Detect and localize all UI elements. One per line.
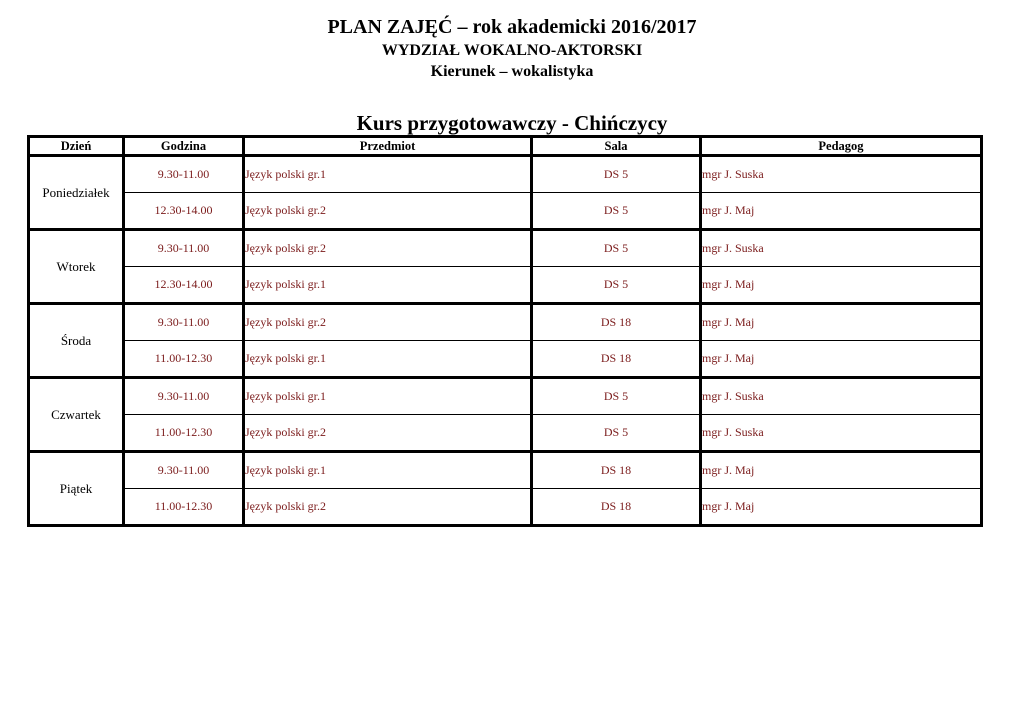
time-cell: 11.00-12.30	[124, 415, 244, 452]
subject-cell: Język polski gr.2	[244, 193, 532, 230]
column-header-time: Godzina	[124, 137, 244, 156]
teacher-cell: mgr J. Maj	[701, 267, 982, 304]
room-cell: DS 18	[532, 304, 701, 341]
column-header-subject: Przedmiot	[244, 137, 532, 156]
room-cell: DS 5	[532, 267, 701, 304]
table-row	[29, 341, 982, 378]
table-row	[29, 156, 982, 193]
direction-name: Kierunek – wokalistyka	[430, 63, 594, 80]
teacher-cell: mgr J. Maj	[701, 489, 982, 526]
table-row	[29, 378, 982, 415]
teacher-cell: mgr J. Suska	[701, 378, 982, 415]
column-header-room: Sala	[532, 137, 701, 156]
room-cell: DS 18	[532, 341, 701, 378]
subject-cell: Język polski gr.1	[244, 267, 532, 304]
subject-cell: Język polski gr.1	[244, 156, 532, 193]
column-header-teacher: Pedagog	[701, 137, 982, 156]
room-cell: DS 5	[532, 230, 701, 267]
subject-cell: Język polski gr.1	[244, 452, 532, 489]
subject-cell: Język polski gr.2	[244, 415, 532, 452]
room-cell: DS 5	[532, 415, 701, 452]
teacher-cell: mgr J. Maj	[701, 341, 982, 378]
time-cell: 9.30-11.00	[124, 452, 244, 489]
room-cell: DS 5	[532, 378, 701, 415]
document-header	[0, 14, 1024, 82]
subject-cell: Język polski gr.2	[244, 489, 532, 526]
time-cell: 9.30-11.00	[124, 304, 244, 341]
table-row	[29, 193, 982, 230]
column-header-day: Dzień	[29, 137, 124, 156]
table-header-row	[29, 137, 982, 156]
subject-cell: Język polski gr.1	[244, 341, 532, 378]
time-cell: 9.30-11.00	[124, 156, 244, 193]
day-cell: Piątek	[29, 452, 124, 526]
table-row	[29, 267, 982, 304]
table-row	[29, 304, 982, 341]
day-cell: Środa	[29, 304, 124, 378]
room-cell: DS 5	[532, 156, 701, 193]
table-row	[29, 452, 982, 489]
day-cell: Czwartek	[29, 378, 124, 452]
room-cell: DS 5	[532, 193, 701, 230]
teacher-cell: mgr J. Suska	[701, 415, 982, 452]
teacher-cell: mgr J. Suska	[701, 230, 982, 267]
time-cell: 12.30-14.00	[124, 267, 244, 304]
room-cell: DS 18	[532, 452, 701, 489]
teacher-cell: mgr J. Maj	[701, 452, 982, 489]
subject-cell: Język polski gr.2	[244, 304, 532, 341]
schedule-table	[27, 135, 983, 527]
table-row	[29, 489, 982, 526]
day-cell: Poniedziałek	[29, 156, 124, 230]
subject-cell: Język polski gr.2	[244, 230, 532, 267]
time-cell: 12.30-14.00	[124, 193, 244, 230]
time-cell: 9.30-11.00	[124, 230, 244, 267]
faculty-name: WYDZIAŁ WOKALNO-AKTORSKI	[381, 42, 643, 59]
teacher-cell: mgr J. Suska	[701, 156, 982, 193]
room-cell: DS 18	[532, 489, 701, 526]
time-cell: 11.00-12.30	[124, 341, 244, 378]
time-cell: 9.30-11.00	[124, 378, 244, 415]
time-cell: 11.00-12.30	[124, 489, 244, 526]
table-row	[29, 415, 982, 452]
teacher-cell: mgr J. Maj	[701, 193, 982, 230]
day-cell: Wtorek	[29, 230, 124, 304]
table-row	[29, 230, 982, 267]
teacher-cell: mgr J. Maj	[701, 304, 982, 341]
page-title: PLAN ZAJĘĆ – rok akademicki 2016/2017	[327, 16, 697, 38]
course-title: Kurs przygotowawczy - Chińczycy	[356, 111, 668, 135]
subject-cell: Język polski gr.1	[244, 378, 532, 415]
